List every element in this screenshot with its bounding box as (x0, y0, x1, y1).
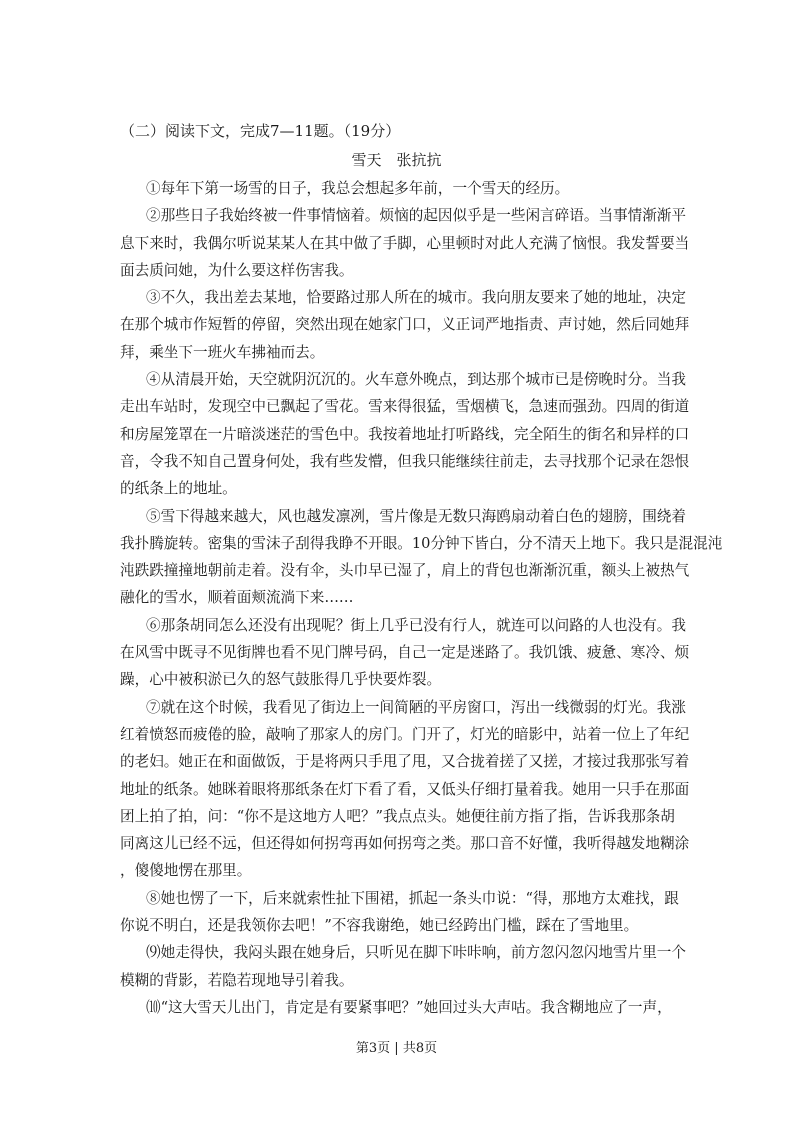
paragraph (120, 366, 690, 502)
paragraph-line: 音，令我不知自己置身何处，我有些发懵，但我只能继续往前走，去寻找那个记录在怨恨 (120, 452, 690, 470)
paragraph-line: ⑥那条胡同怎么还没有出现呢？街上几乎已没有行人，就连可以问路的人也没有。我 (146, 616, 686, 634)
paragraph-line: ⑽“这大雪天儿出门，肯定是有要紧事吧？”她回过头大声咕。我含糊地应了一声， (146, 998, 672, 1016)
paragraph-line: ⑼她走得快，我闷头跟在她身后，只听见在脚下咔咔响，前方忽闪忽闪地雪片里一个 (146, 944, 686, 962)
paragraph (120, 284, 690, 366)
paragraph-line: ，傻傻地愣在那里。 (120, 862, 252, 880)
paragraph-line: ④从清晨开始，天空就阴沉沉的。火车意外晚点，到达那个城市已是傍晚时分。当我 (146, 371, 686, 389)
paragraph-line: 红着愤怒而疲倦的脸，敲响了那家人的房门。门开了，灯光的暗影中，站着一位上了年纪 (120, 725, 690, 743)
paragraph-line: 拜，乘坐下一班火车拂袖而去。 (120, 343, 325, 361)
paragraph (120, 885, 679, 940)
paragraph (120, 694, 690, 885)
paragraph (120, 612, 690, 694)
paragraph (120, 994, 672, 1021)
paragraph (120, 202, 690, 284)
paragraph-line: 在那个城市作短暂的停留，突然出现在她家门口，义正词严地指责、声讨她，然后同她拜 (120, 316, 690, 334)
paragraph-line: 你说不明白，还是我领你去吧！”不容我谢绝，她已经跨出门槛，踩在了雪地里。 (120, 917, 639, 935)
paragraph-line: 面去质问她，为什么要这样伤害我。 (120, 261, 354, 279)
paragraph-line: 走出车站时，发现空中已飘起了雪花。雪来得很猛，雪烟横飞，急速而强劲。四周的街道 (120, 398, 690, 416)
paragraph (120, 939, 686, 994)
article-body (120, 175, 723, 1021)
paragraph-line: 的纸条上的地址。 (120, 480, 237, 498)
section-heading: （二）阅读下文，完成7—11题。（19分） (120, 122, 401, 140)
paragraph (120, 175, 668, 202)
page-footer: 第3页 | 共8页 (355, 1041, 438, 1056)
paragraph-line: 同离这儿已经不远，但还得如何拐弯再如何拐弯之类。那口音不好懂，我听得越发地糊涂 (120, 835, 690, 853)
paragraph-line: 融化的雪水，顺着面颊流淌下来…… (120, 589, 354, 607)
paragraph-line: ⑧她也愣了一下，后来就索性扯下围裙，抓起一条头巾说：“得，那地方太难找，跟 (146, 889, 679, 907)
paragraph-line: ⑤雪下得越来越大，风也越发凛冽，雪片像是无数只海鸥扇动着白色的翅膀，围绕着 (146, 507, 686, 525)
paragraph-line: 团上拍了拍，问：“你不是这地方人吧？”我点点头。她便往前方指了指，告诉我那条胡 (120, 807, 675, 825)
article-title: 雪天 张抗抗 (351, 151, 442, 169)
paragraph-line: 息下来时，我偶尔听说某某人在其中做了手脚，心里顿时对此人充满了恼恨。我发誓要当 (120, 234, 690, 252)
paragraph-line: 模糊的背影，若隐若现地导引着我。 (120, 971, 354, 989)
paragraph (120, 503, 723, 612)
paragraph-line: 地址的纸条。她眯着眼将那纸条在灯下看了看，又低头仔细打量着我。她用一只手在那面 (120, 780, 690, 798)
paragraph-line: ③不久，我出差去某地，恰要路过那人所在的城市。我向朋友要来了她的地址，决定 (146, 289, 686, 307)
paragraph-line: 在风雪中既寻不见街牌也看不见门牌号码，自己一定是迷路了。我饥饿、疲惫、寒冷、烦 (120, 644, 690, 662)
paragraph-line: ②那些日子我始终被一件事情恼着。烦恼的起因似乎是一些闲言碎语。当事情渐渐平 (146, 207, 686, 225)
paragraph-line: 和房屋笼罩在一片暗淡迷茫的雪色中。我按着地址打听路线，完全陌生的街名和异样的口 (120, 425, 690, 443)
paragraph-line: 的老妇。她正在和面做饭，于是将两只手甩了甩，又合拢着搓了又搓，才接过我那张写着 (120, 753, 690, 771)
paragraph-line: ⑦就在这个时候，我看见了街边上一间简陋的平房窗口，泻出一线微弱的灯光。我涨 (146, 698, 686, 716)
paragraph-line: ①每年下第一场雪的日子，我总会想起多年前，一个雪天的经历。 (146, 180, 570, 197)
paragraph-line: 沌跌跌撞撞地朝前走着。没有伞，头巾早已湿了，肩上的背包也渐渐沉重，额头上被热气 (120, 562, 690, 580)
paragraph-line: 躁，心中被积淤已久的怒气鼓胀得几乎快要炸裂。 (120, 671, 442, 689)
paragraph-line: 我扑腾旋转。密集的雪沫子刮得我睁不开眼。10分钟下皆白，分不清天上地下。我只是混混沌 (120, 534, 723, 552)
